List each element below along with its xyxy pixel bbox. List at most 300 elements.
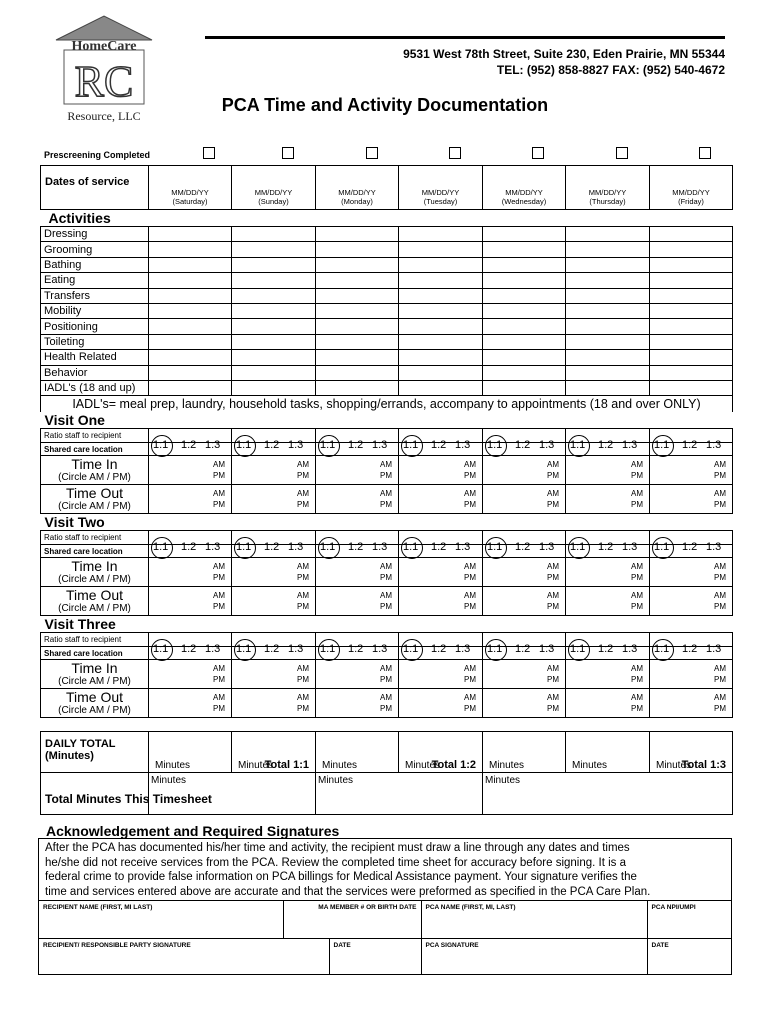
- activity-entry-cell[interactable]: [566, 303, 650, 318]
- activity-entry-cell[interactable]: [483, 350, 566, 365]
- pca-name-field[interactable]: PCA NAME (FIRST, MI, LAST): [421, 901, 647, 939]
- activity-entry-cell[interactable]: [399, 319, 483, 334]
- pm-option[interactable]: PM: [464, 500, 476, 510]
- ratio-1-2[interactable]: 1:2: [181, 540, 197, 553]
- activity-entry-cell[interactable]: [483, 334, 566, 349]
- ratio-selector[interactable]: [149, 633, 232, 655]
- daily-total-field[interactable]: Minutes: [566, 732, 650, 773]
- pca-date-field[interactable]: DATE: [647, 939, 731, 975]
- time-in-field[interactable]: [149, 456, 232, 485]
- ratio-selector[interactable]: [149, 531, 232, 553]
- ratio-1-2[interactable]: 1:2: [181, 438, 197, 451]
- ratio-1-3[interactable]: 1:3: [455, 642, 471, 655]
- ratio-1-3[interactable]: 1:3: [372, 642, 388, 655]
- date-of-service-field[interactable]: [232, 166, 316, 210]
- time-in-field[interactable]: [566, 456, 650, 485]
- ratio-1-1[interactable]: 1:1: [153, 438, 169, 451]
- am-option[interactable]: AM: [213, 489, 225, 499]
- activity-entry-cell[interactable]: [232, 334, 316, 349]
- am-option[interactable]: AM: [380, 460, 392, 470]
- time-out-field[interactable]: [399, 587, 483, 616]
- time-in-field[interactable]: [483, 558, 566, 587]
- pm-option[interactable]: PM: [547, 573, 559, 583]
- time-out-field[interactable]: [483, 689, 566, 718]
- daily-total-field[interactable]: Minutes: [232, 732, 316, 773]
- time-in-field[interactable]: [316, 456, 399, 485]
- ratio-1-1[interactable]: 1:1: [570, 642, 586, 655]
- pm-option[interactable]: PM: [547, 675, 559, 685]
- pm-option[interactable]: PM: [380, 573, 392, 583]
- pm-option[interactable]: PM: [380, 704, 392, 714]
- pm-option[interactable]: PM: [631, 602, 643, 612]
- time-in-field[interactable]: [149, 660, 232, 689]
- am-option[interactable]: AM: [631, 489, 643, 499]
- pm-option[interactable]: PM: [547, 704, 559, 714]
- daily-total-field[interactable]: Minutes: [149, 732, 232, 773]
- pm-option[interactable]: PM: [297, 471, 309, 481]
- pm-option[interactable]: PM: [547, 471, 559, 481]
- date-of-service-field[interactable]: [650, 166, 733, 210]
- activity-entry-cell[interactable]: [232, 303, 316, 318]
- activity-entry-cell[interactable]: [316, 319, 399, 334]
- total-ratio-cell[interactable]: [483, 759, 733, 815]
- activity-entry-cell[interactable]: [149, 380, 232, 395]
- activity-entry-cell[interactable]: [650, 350, 733, 365]
- activity-entry-cell[interactable]: [483, 227, 566, 242]
- ratio-1-2[interactable]: 1:2: [431, 540, 447, 553]
- pm-option[interactable]: PM: [297, 602, 309, 612]
- activity-entry-cell[interactable]: [316, 350, 399, 365]
- ratio-1-3[interactable]: 1:3: [372, 540, 388, 553]
- activity-entry-cell[interactable]: [149, 303, 232, 318]
- activity-entry-cell[interactable]: [316, 242, 399, 257]
- time-out-field[interactable]: [149, 689, 232, 718]
- activity-entry-cell[interactable]: [650, 273, 733, 288]
- ratio-1-3[interactable]: 1:3: [372, 438, 388, 451]
- time-out-field[interactable]: [566, 485, 650, 514]
- activity-entry-cell[interactable]: [232, 288, 316, 303]
- ratio-1-1[interactable]: 1:1: [654, 642, 670, 655]
- ratio-selector[interactable]: [483, 429, 566, 451]
- ratio-1-2[interactable]: 1:2: [682, 642, 698, 655]
- activity-entry-cell[interactable]: [566, 257, 650, 272]
- ratio-selector[interactable]: [399, 531, 483, 553]
- ratio-1-2[interactable]: 1:2: [682, 438, 698, 451]
- pm-option[interactable]: PM: [631, 471, 643, 481]
- pm-option[interactable]: PM: [380, 675, 392, 685]
- ratio-1-1[interactable]: 1:1: [570, 438, 586, 451]
- ratio-1-3[interactable]: 1:3: [539, 438, 555, 451]
- ratio-selector[interactable]: [316, 531, 399, 553]
- pm-option[interactable]: PM: [213, 500, 225, 510]
- ratio-1-1[interactable]: 1:1: [403, 438, 419, 451]
- am-option[interactable]: AM: [213, 562, 225, 572]
- time-out-field[interactable]: [399, 689, 483, 718]
- am-option[interactable]: AM: [547, 693, 559, 703]
- pca-npi-field[interactable]: PCA NPI/UMPI: [647, 901, 731, 939]
- activity-entry-cell[interactable]: [483, 380, 566, 395]
- pm-option[interactable]: PM: [714, 704, 726, 714]
- am-option[interactable]: AM: [631, 693, 643, 703]
- ratio-1-2[interactable]: 1:2: [515, 540, 531, 553]
- activity-entry-cell[interactable]: [149, 365, 232, 380]
- time-in-field[interactable]: [232, 456, 316, 485]
- time-in-field[interactable]: [316, 558, 399, 587]
- ratio-selector[interactable]: [650, 633, 733, 655]
- am-option[interactable]: AM: [297, 591, 309, 601]
- ratio-1-2[interactable]: 1:2: [264, 540, 280, 553]
- time-in-field[interactable]: [483, 456, 566, 485]
- pm-option[interactable]: PM: [213, 602, 225, 612]
- time-in-field[interactable]: [650, 558, 733, 587]
- ratio-1-2[interactable]: 1:2: [431, 438, 447, 451]
- activity-entry-cell[interactable]: [483, 288, 566, 303]
- activity-entry-cell[interactable]: [149, 273, 232, 288]
- time-out-field[interactable]: [149, 587, 232, 616]
- ratio-1-1[interactable]: 1:1: [236, 540, 252, 553]
- activity-entry-cell[interactable]: [566, 365, 650, 380]
- am-option[interactable]: AM: [714, 591, 726, 601]
- am-option[interactable]: AM: [547, 664, 559, 674]
- activity-entry-cell[interactable]: [232, 380, 316, 395]
- time-in-field[interactable]: [566, 558, 650, 587]
- time-in-field[interactable]: [566, 660, 650, 689]
- time-in-field[interactable]: [399, 558, 483, 587]
- activity-entry-cell[interactable]: [399, 380, 483, 395]
- am-option[interactable]: AM: [464, 591, 476, 601]
- ratio-1-3[interactable]: 1:3: [205, 540, 221, 553]
- time-out-field[interactable]: [650, 587, 733, 616]
- pm-option[interactable]: PM: [631, 573, 643, 583]
- pm-option[interactable]: PM: [714, 675, 726, 685]
- am-option[interactable]: AM: [297, 664, 309, 674]
- ratio-1-1[interactable]: 1:1: [654, 540, 670, 553]
- activity-entry-cell[interactable]: [566, 273, 650, 288]
- ratio-1-2[interactable]: 1:2: [348, 438, 364, 451]
- ratio-1-1[interactable]: 1:1: [403, 642, 419, 655]
- activity-entry-cell[interactable]: [316, 380, 399, 395]
- ratio-1-3[interactable]: 1:3: [706, 438, 722, 451]
- prescreening-checkbox[interactable]: [532, 147, 544, 159]
- pm-option[interactable]: PM: [380, 471, 392, 481]
- daily-total-field[interactable]: Minutes: [399, 732, 483, 773]
- am-option[interactable]: AM: [547, 562, 559, 572]
- date-of-service-field[interactable]: [316, 166, 399, 210]
- time-in-field[interactable]: [650, 660, 733, 689]
- ratio-1-1[interactable]: 1:1: [487, 540, 503, 553]
- time-out-field[interactable]: [149, 485, 232, 514]
- time-out-field[interactable]: [316, 689, 399, 718]
- activity-entry-cell[interactable]: [566, 288, 650, 303]
- daily-total-field[interactable]: Minutes: [483, 732, 566, 773]
- am-option[interactable]: AM: [547, 489, 559, 499]
- ratio-1-1[interactable]: 1:1: [320, 438, 336, 451]
- date-of-service-field[interactable]: [399, 166, 483, 210]
- am-option[interactable]: AM: [297, 693, 309, 703]
- activity-entry-cell[interactable]: [232, 257, 316, 272]
- activity-entry-cell[interactable]: [399, 273, 483, 288]
- activity-entry-cell[interactable]: [399, 227, 483, 242]
- time-out-field[interactable]: [232, 689, 316, 718]
- ratio-1-3[interactable]: 1:3: [455, 438, 471, 451]
- am-option[interactable]: AM: [714, 562, 726, 572]
- time-out-field[interactable]: [232, 485, 316, 514]
- activity-entry-cell[interactable]: [399, 365, 483, 380]
- am-option[interactable]: AM: [297, 489, 309, 499]
- ratio-1-1[interactable]: 1:1: [320, 540, 336, 553]
- time-out-field[interactable]: [566, 689, 650, 718]
- activity-entry-cell[interactable]: [566, 334, 650, 349]
- pm-option[interactable]: PM: [547, 602, 559, 612]
- ratio-1-1[interactable]: 1:1: [487, 438, 503, 451]
- ratio-selector[interactable]: [232, 429, 316, 451]
- activity-entry-cell[interactable]: [650, 227, 733, 242]
- activity-entry-cell[interactable]: [483, 242, 566, 257]
- ratio-1-1[interactable]: 1:1: [487, 642, 503, 655]
- pca-signature-field[interactable]: PCA SIGNATURE: [421, 939, 647, 975]
- pm-option[interactable]: PM: [714, 573, 726, 583]
- am-option[interactable]: AM: [213, 664, 225, 674]
- daily-total-field[interactable]: Minutes: [316, 732, 399, 773]
- activity-entry-cell[interactable]: [483, 257, 566, 272]
- ratio-1-3[interactable]: 1:3: [706, 642, 722, 655]
- prescreening-checkbox[interactable]: [616, 147, 628, 159]
- pm-option[interactable]: PM: [297, 704, 309, 714]
- am-option[interactable]: AM: [464, 664, 476, 674]
- ratio-1-2[interactable]: 1:2: [682, 540, 698, 553]
- ratio-1-3[interactable]: 1:3: [455, 540, 471, 553]
- pm-option[interactable]: PM: [464, 704, 476, 714]
- ratio-1-1[interactable]: 1:1: [320, 642, 336, 655]
- ratio-1-2[interactable]: 1:2: [348, 540, 364, 553]
- pm-option[interactable]: PM: [297, 500, 309, 510]
- am-option[interactable]: AM: [631, 664, 643, 674]
- activity-entry-cell[interactable]: [566, 242, 650, 257]
- pm-option[interactable]: PM: [714, 602, 726, 612]
- am-option[interactable]: AM: [380, 591, 392, 601]
- time-out-field[interactable]: [316, 587, 399, 616]
- ratio-1-1[interactable]: 1:1: [236, 438, 252, 451]
- ratio-selector[interactable]: [483, 531, 566, 553]
- pm-option[interactable]: PM: [714, 500, 726, 510]
- ratio-1-3[interactable]: 1:3: [288, 642, 304, 655]
- ratio-1-1[interactable]: 1:1: [153, 642, 169, 655]
- date-of-service-field[interactable]: [149, 166, 232, 210]
- activity-entry-cell[interactable]: [149, 350, 232, 365]
- am-option[interactable]: AM: [714, 489, 726, 499]
- am-option[interactable]: AM: [547, 460, 559, 470]
- activity-entry-cell[interactable]: [232, 227, 316, 242]
- activity-entry-cell[interactable]: [232, 350, 316, 365]
- am-option[interactable]: AM: [297, 460, 309, 470]
- pm-option[interactable]: PM: [380, 602, 392, 612]
- am-option[interactable]: AM: [714, 693, 726, 703]
- activity-entry-cell[interactable]: [399, 350, 483, 365]
- pm-option[interactable]: PM: [380, 500, 392, 510]
- am-option[interactable]: AM: [380, 664, 392, 674]
- activity-entry-cell[interactable]: [650, 380, 733, 395]
- activity-entry-cell[interactable]: [316, 227, 399, 242]
- activity-entry-cell[interactable]: [483, 365, 566, 380]
- ratio-1-3[interactable]: 1:3: [622, 642, 638, 655]
- am-option[interactable]: AM: [464, 693, 476, 703]
- activity-entry-cell[interactable]: [149, 227, 232, 242]
- ratio-1-3[interactable]: 1:3: [205, 438, 221, 451]
- activity-entry-cell[interactable]: [149, 288, 232, 303]
- time-in-field[interactable]: [316, 660, 399, 689]
- activity-entry-cell[interactable]: [566, 227, 650, 242]
- ratio-1-2[interactable]: 1:2: [515, 438, 531, 451]
- activity-entry-cell[interactable]: [316, 365, 399, 380]
- pm-option[interactable]: PM: [464, 471, 476, 481]
- pm-option[interactable]: PM: [213, 675, 225, 685]
- activity-entry-cell[interactable]: [483, 273, 566, 288]
- am-option[interactable]: AM: [631, 591, 643, 601]
- am-option[interactable]: AM: [213, 460, 225, 470]
- activity-entry-cell[interactable]: [232, 273, 316, 288]
- daily-total-field[interactable]: Minutes: [650, 732, 733, 773]
- am-option[interactable]: AM: [631, 562, 643, 572]
- pm-option[interactable]: PM: [547, 500, 559, 510]
- ratio-selector[interactable]: [232, 633, 316, 655]
- ratio-selector[interactable]: [650, 429, 733, 451]
- ratio-1-3[interactable]: 1:3: [288, 540, 304, 553]
- activity-entry-cell[interactable]: [316, 334, 399, 349]
- time-out-field[interactable]: [483, 485, 566, 514]
- activity-entry-cell[interactable]: [399, 242, 483, 257]
- ratio-selector[interactable]: [483, 633, 566, 655]
- total-ratio-cell[interactable]: [316, 759, 483, 815]
- pm-option[interactable]: PM: [213, 704, 225, 714]
- ratio-1-1[interactable]: 1:1: [654, 438, 670, 451]
- ratio-1-3[interactable]: 1:3: [539, 540, 555, 553]
- ratio-1-1[interactable]: 1:1: [153, 540, 169, 553]
- activity-entry-cell[interactable]: [399, 257, 483, 272]
- prescreening-checkbox[interactable]: [699, 147, 711, 159]
- time-in-field[interactable]: [232, 660, 316, 689]
- am-option[interactable]: AM: [213, 591, 225, 601]
- activity-entry-cell[interactable]: [566, 380, 650, 395]
- ratio-1-3[interactable]: 1:3: [539, 642, 555, 655]
- prescreening-checkbox[interactable]: [203, 147, 215, 159]
- activity-entry-cell[interactable]: [149, 334, 232, 349]
- am-option[interactable]: AM: [631, 460, 643, 470]
- pm-option[interactable]: PM: [631, 704, 643, 714]
- pm-option[interactable]: PM: [297, 675, 309, 685]
- ratio-1-2[interactable]: 1:2: [598, 642, 614, 655]
- recipient-name-field[interactable]: RECIPIENT NAME (FIRST, MI LAST): [39, 901, 283, 939]
- ratio-selector[interactable]: [316, 633, 399, 655]
- prescreening-checkbox[interactable]: [366, 147, 378, 159]
- time-out-field[interactable]: [650, 485, 733, 514]
- ratio-1-2[interactable]: 1:2: [348, 642, 364, 655]
- activity-entry-cell[interactable]: [232, 319, 316, 334]
- ratio-1-1[interactable]: 1:1: [403, 540, 419, 553]
- time-in-field[interactable]: [399, 456, 483, 485]
- pm-option[interactable]: PM: [464, 573, 476, 583]
- am-option[interactable]: AM: [464, 460, 476, 470]
- time-in-field[interactable]: [149, 558, 232, 587]
- activity-entry-cell[interactable]: [232, 365, 316, 380]
- ratio-selector[interactable]: [399, 429, 483, 451]
- ratio-selector[interactable]: [566, 633, 650, 655]
- time-out-field[interactable]: [650, 689, 733, 718]
- am-option[interactable]: AM: [380, 562, 392, 572]
- activity-entry-cell[interactable]: [483, 303, 566, 318]
- recipient-signature-field[interactable]: RECIPIENT/ RESPONSIBLE PARTY SIGNATURE: [39, 939, 329, 975]
- time-in-field[interactable]: [232, 558, 316, 587]
- prescreening-checkbox[interactable]: [449, 147, 461, 159]
- time-in-field[interactable]: [399, 660, 483, 689]
- time-out-field[interactable]: [566, 587, 650, 616]
- am-option[interactable]: AM: [714, 664, 726, 674]
- am-option[interactable]: AM: [547, 591, 559, 601]
- ratio-1-3[interactable]: 1:3: [205, 642, 221, 655]
- pm-option[interactable]: PM: [631, 500, 643, 510]
- activity-entry-cell[interactable]: [316, 273, 399, 288]
- time-out-field[interactable]: [483, 587, 566, 616]
- pm-option[interactable]: PM: [213, 471, 225, 481]
- date-of-service-field[interactable]: [483, 166, 566, 210]
- am-option[interactable]: AM: [464, 562, 476, 572]
- activity-entry-cell[interactable]: [316, 303, 399, 318]
- pm-option[interactable]: PM: [464, 675, 476, 685]
- activity-entry-cell[interactable]: [399, 334, 483, 349]
- pm-option[interactable]: PM: [464, 602, 476, 612]
- prescreening-checkbox[interactable]: [282, 147, 294, 159]
- ratio-selector[interactable]: [232, 531, 316, 553]
- activity-entry-cell[interactable]: [149, 257, 232, 272]
- pm-option[interactable]: PM: [631, 675, 643, 685]
- am-option[interactable]: AM: [714, 460, 726, 470]
- pm-option[interactable]: PM: [213, 573, 225, 583]
- ratio-1-2[interactable]: 1:2: [515, 642, 531, 655]
- time-out-field[interactable]: [399, 485, 483, 514]
- am-option[interactable]: AM: [297, 562, 309, 572]
- am-option[interactable]: AM: [213, 693, 225, 703]
- activity-entry-cell[interactable]: [650, 303, 733, 318]
- ratio-1-2[interactable]: 1:2: [264, 438, 280, 451]
- activity-entry-cell[interactable]: [316, 257, 399, 272]
- pm-option[interactable]: PM: [297, 573, 309, 583]
- time-out-field[interactable]: [316, 485, 399, 514]
- activity-entry-cell[interactable]: [483, 319, 566, 334]
- date-of-service-field[interactable]: [566, 166, 650, 210]
- ratio-1-3[interactable]: 1:3: [622, 540, 638, 553]
- am-option[interactable]: AM: [464, 489, 476, 499]
- recipient-date-field[interactable]: DATE: [329, 939, 421, 975]
- activity-entry-cell[interactable]: [650, 288, 733, 303]
- am-option[interactable]: AM: [380, 693, 392, 703]
- ratio-1-3[interactable]: 1:3: [288, 438, 304, 451]
- ratio-1-1[interactable]: 1:1: [236, 642, 252, 655]
- ratio-selector[interactable]: [399, 633, 483, 655]
- activity-entry-cell[interactable]: [650, 319, 733, 334]
- activity-entry-cell[interactable]: [149, 242, 232, 257]
- activity-entry-cell[interactable]: [650, 365, 733, 380]
- ratio-1-1[interactable]: 1:1: [570, 540, 586, 553]
- activity-entry-cell[interactable]: [650, 242, 733, 257]
- ratio-selector[interactable]: [316, 429, 399, 451]
- activity-entry-cell[interactable]: [650, 334, 733, 349]
- ma-member-field[interactable]: MA MEMBER # OR BIRTH DATE: [283, 901, 421, 939]
- activity-entry-cell[interactable]: [650, 257, 733, 272]
- ratio-1-2[interactable]: 1:2: [431, 642, 447, 655]
- ratio-1-2[interactable]: 1:2: [264, 642, 280, 655]
- ratio-selector[interactable]: [566, 531, 650, 553]
- ratio-1-3[interactable]: 1:3: [706, 540, 722, 553]
- activity-entry-cell[interactable]: [566, 350, 650, 365]
